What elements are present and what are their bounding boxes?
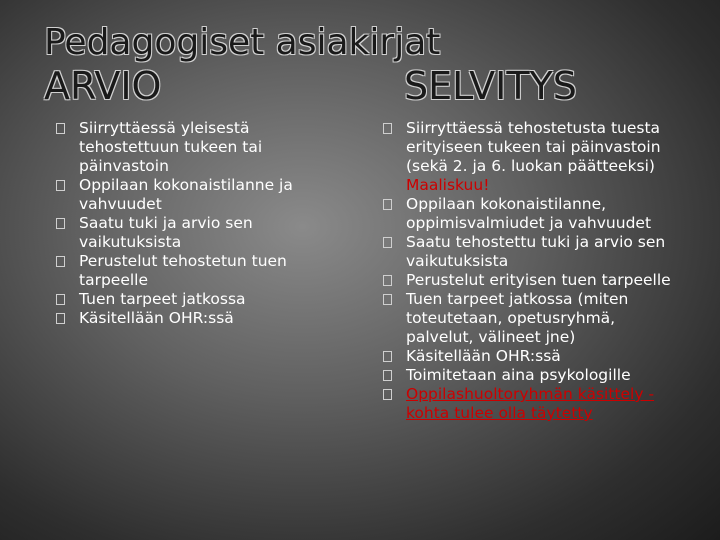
left-column-heading: ARVIO [44, 64, 162, 108]
square-bullet-icon [383, 294, 392, 305]
list-item [56, 119, 326, 176]
list-item [56, 309, 326, 328]
left-bullet-list [56, 119, 326, 328]
list-item-text: Toimitetaan aina psykologille [406, 366, 631, 384]
list-item-text: Saatu tehostettu tuki ja arvio sen vaikutuksista [406, 233, 666, 270]
list-item [56, 176, 326, 214]
square-bullet-icon [56, 218, 65, 229]
square-bullet-icon [56, 123, 65, 134]
slide-title: Pedagogiset asiakirjat [44, 22, 441, 63]
list-item [383, 233, 683, 271]
square-bullet-icon [56, 256, 65, 267]
square-bullet-icon [383, 351, 392, 362]
list-item-text: Tuen tarpeet jatkossa (miten toteutetaan, opetusryhmä, palvelut, välineet jne) [406, 290, 629, 346]
square-bullet-icon [383, 370, 392, 381]
list-item [56, 290, 326, 309]
list-item [56, 252, 326, 290]
list-item-text: Perustelut erityisen tuen tarpeelle [406, 271, 671, 289]
square-bullet-icon [383, 199, 392, 210]
list-item-text: Oppilaan kokonaistilanne, oppimisvalmiudet ja vahvuudet [406, 195, 652, 232]
list-item [383, 385, 683, 423]
list-item-text: Siirryttäessä yleisestä tehostettuun tukeen tai päinvastoin [79, 119, 263, 175]
list-item [383, 195, 683, 233]
list-item-text: Oppilaan kokonaistilanne ja vahvuudet [79, 176, 293, 213]
square-bullet-icon [383, 237, 392, 248]
square-bullet-icon [56, 294, 65, 305]
square-bullet-icon [383, 275, 392, 286]
list-item [383, 119, 683, 195]
square-bullet-icon [56, 180, 65, 191]
list-item-text: Perustelut tehostetun tuen tarpeelle [79, 252, 287, 289]
deadline-highlight: Maaliskuu! [406, 176, 490, 194]
list-item-text: Tuen tarpeet jatkossa [79, 290, 246, 308]
list-item [383, 366, 683, 385]
list-item-text: Käsitellään OHR:ssä [406, 347, 561, 365]
square-bullet-icon [56, 313, 65, 324]
list-item [56, 214, 326, 252]
right-bullet-list [383, 119, 683, 423]
list-item [383, 271, 683, 290]
list-item-text: Saatu tuki ja arvio sen vaikutuksista [79, 214, 253, 251]
square-bullet-icon [383, 389, 392, 400]
list-item-text-highlighted: Oppilashuoltoryhmän käsittely -kohta tulee olla täytetty [406, 385, 655, 422]
list-item-text: Käsitellään OHR:ssä [79, 309, 234, 327]
square-bullet-icon [383, 123, 392, 134]
list-item [383, 347, 683, 366]
list-item-text: Siirryttäessä tehostetusta tuesta erityiseen tukeen tai päinvastoin (sekä 2. ja 6. luokan päätteeksi) [406, 119, 661, 175]
right-column-heading: SELVITYS [404, 64, 577, 108]
list-item [383, 290, 683, 347]
